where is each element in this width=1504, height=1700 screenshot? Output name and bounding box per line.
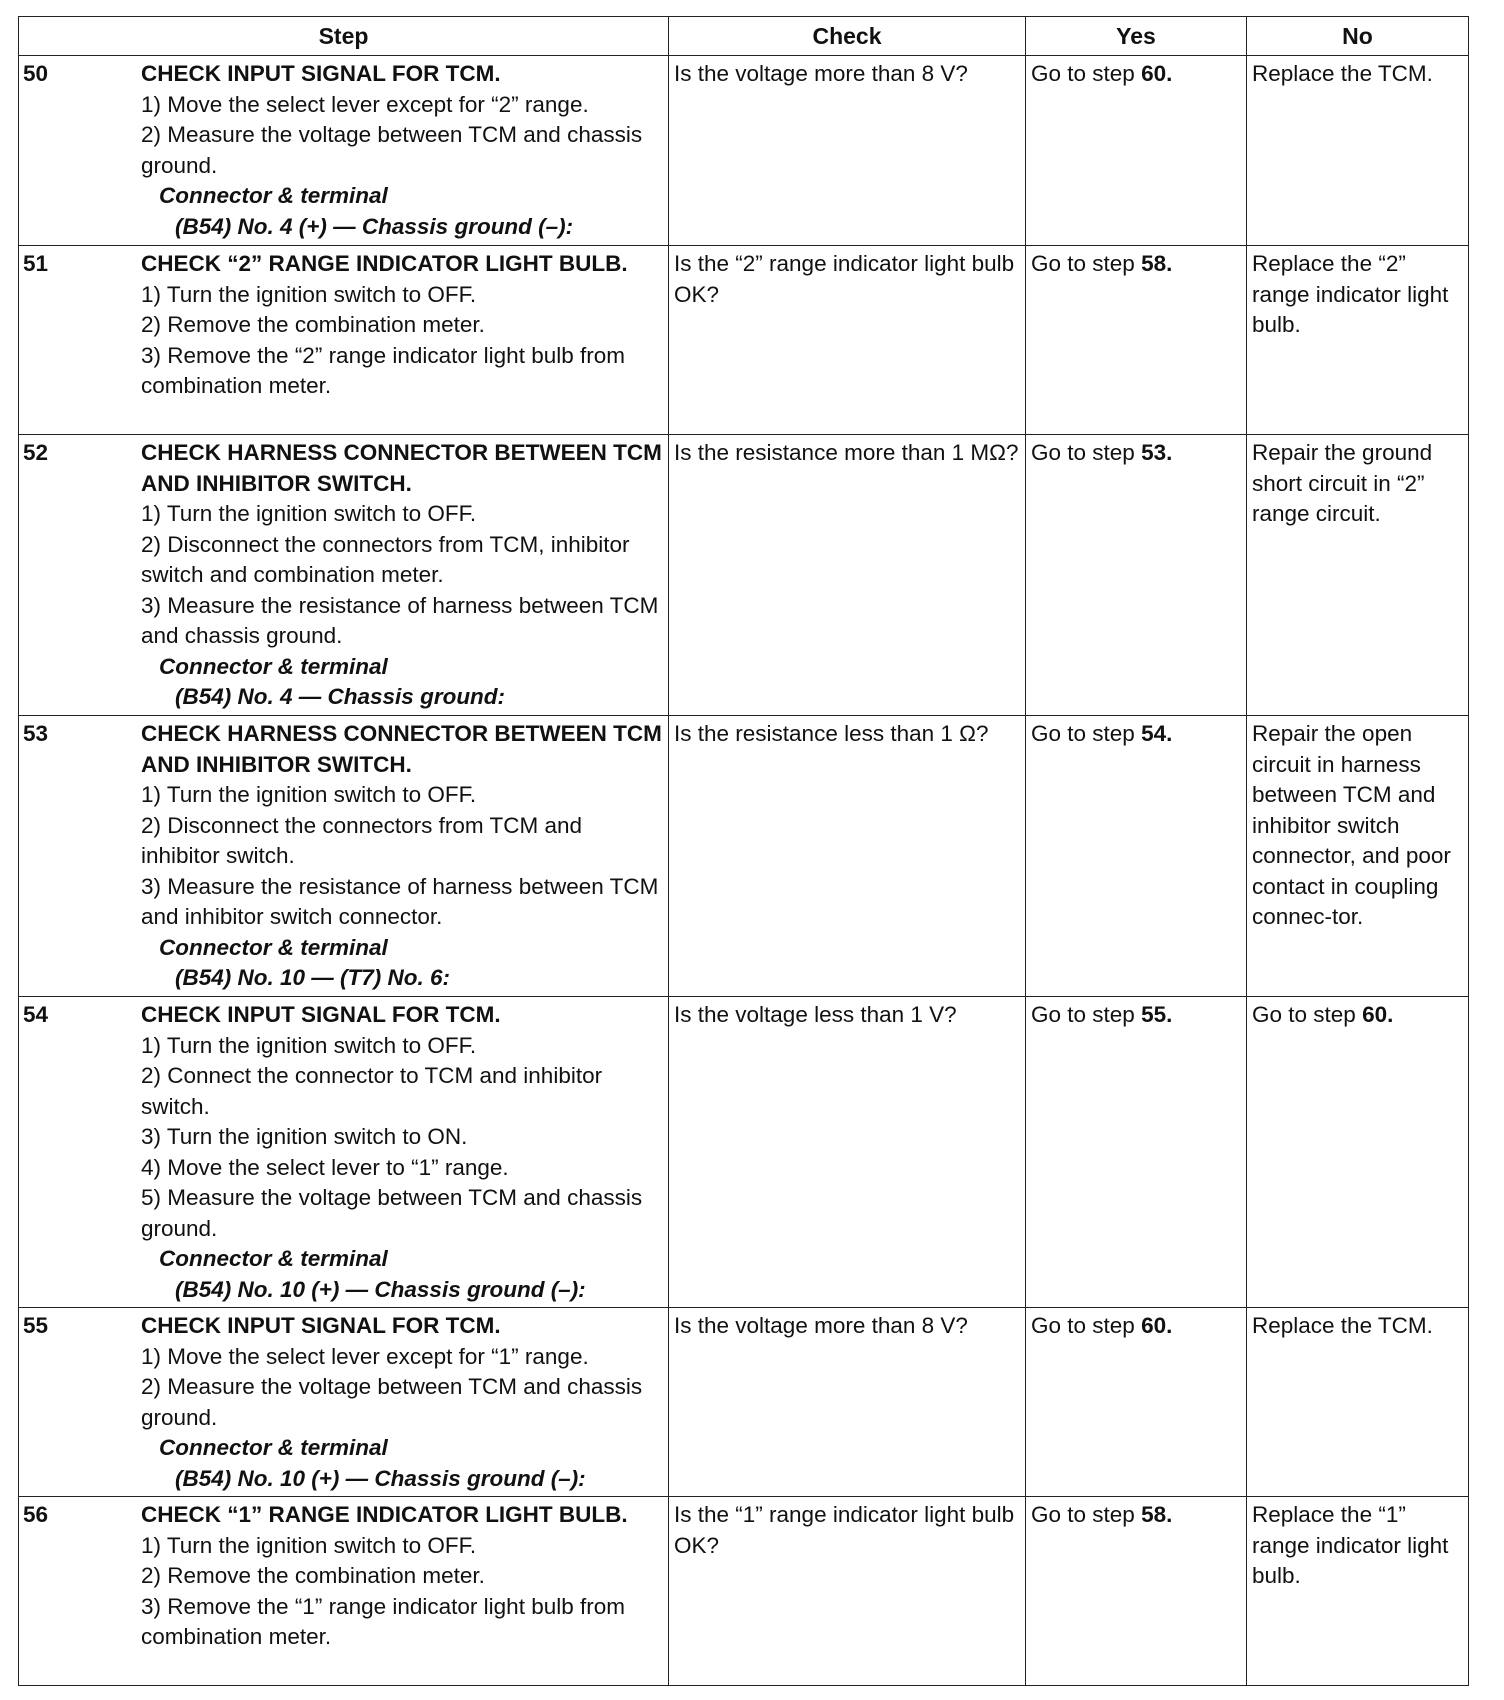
step-title: CHECK HARNESS CONNECTOR BETWEEN TCM AND INHIBITOR SWITCH.: [141, 721, 662, 777]
yes-prefix: Go to step: [1031, 1002, 1142, 1027]
step-cell: [19, 56, 669, 246]
step-instruction: 1) Turn the ignition switch to OFF.: [141, 501, 477, 526]
table-row: [19, 246, 1469, 435]
check-cell: Is the voltage more than 8 V?: [669, 56, 1026, 246]
yes-cell: [1026, 56, 1247, 246]
no-cell: Replace the TCM.: [1247, 1308, 1469, 1497]
table-row: [19, 56, 1469, 246]
step-title: CHECK HARNESS CONNECTOR BETWEEN TCM AND INHIBITOR SWITCH.: [141, 440, 662, 496]
step-instruction: 1) Move the select lever except for “2” range.: [141, 91, 589, 117]
check-cell: Is the voltage more than 8 V?: [669, 1308, 1026, 1497]
step-instruction: 3) Turn the ignition switch to ON.: [141, 1124, 468, 1149]
step-instruction: 3) Measure the resistance of harness between TCM and inhibitor switch connector.: [141, 873, 659, 929]
step-instruction: 3) Remove the “2” range indicator light bulb from combination meter.: [141, 342, 625, 398]
step-cell: [19, 435, 669, 716]
yes-step: 54.: [1141, 721, 1173, 746]
connector-label: Connector & terminal: [159, 653, 388, 679]
yes-prefix: Go to step: [1031, 1502, 1142, 1527]
yes-cell: [1026, 1308, 1247, 1497]
step-cell: [19, 1308, 669, 1497]
yes-cell: [1026, 246, 1247, 435]
yes-cell: [1026, 716, 1247, 997]
connector-label: Connector & terminal: [159, 934, 388, 960]
yes-cell: [1026, 997, 1247, 1308]
step-instruction: 5) Measure the voltage between TCM and chassis ground.: [141, 1185, 643, 1241]
step-number: 55: [23, 1313, 49, 1338]
header-yes: Yes: [1026, 17, 1247, 56]
yes-prefix: Go to step: [1031, 251, 1142, 276]
yes-cell: [1026, 435, 1247, 716]
table-row: [19, 1308, 1469, 1497]
connector-value: (B54) No. 4 (+) — Chassis ground (–):: [175, 213, 574, 239]
connector-label: Connector & terminal: [159, 1246, 388, 1271]
step-title: CHECK INPUT SIGNAL FOR TCM.: [141, 61, 501, 86]
no-cell: Replace the “1” range indicator light bulb.: [1247, 1497, 1469, 1686]
check-cell: Is the “1” range indicator light bulb OK?: [669, 1497, 1026, 1686]
yes-step: 53.: [1141, 440, 1173, 465]
table-row: [19, 1497, 1469, 1686]
no-cell: [1247, 997, 1469, 1308]
yes-step: 58.: [1141, 251, 1173, 276]
step-title: CHECK “1” RANGE INDICATOR LIGHT BULB.: [141, 1502, 628, 1527]
yes-prefix: Go to step: [1031, 1313, 1142, 1338]
table-row: [19, 716, 1469, 997]
step-cell: [19, 997, 669, 1308]
diagnostic-table: [18, 16, 1469, 1686]
check-cell: Is the voltage less than 1 V?: [669, 997, 1026, 1308]
step-instruction: 1) Move the select lever except for “1” range.: [141, 1343, 589, 1369]
step-number: 53: [23, 721, 49, 746]
step-cell: [19, 716, 669, 997]
step-instruction: 2) Remove the combination meter.: [141, 312, 485, 337]
step-instruction: 2) Measure the voltage between TCM and chassis ground.: [141, 122, 643, 178]
table-row: [19, 997, 1469, 1308]
yes-prefix: Go to step: [1031, 721, 1142, 746]
step-number: 51: [23, 251, 49, 276]
header-step: Step: [19, 17, 669, 56]
step-number: 50: [23, 61, 49, 86]
table-row: [19, 435, 1469, 716]
step-title: CHECK “2” RANGE INDICATOR LIGHT BULB.: [141, 251, 628, 276]
no-cell: Repair the open circuit in harness between TCM and inhibitor switch connector, and poor contact in coupling connec-tor.: [1247, 716, 1469, 997]
step-instruction: 1) Turn the ignition switch to OFF.: [141, 281, 477, 307]
no-cell: Replace the “2” range indicator light bulb.: [1247, 246, 1469, 435]
step-number: 56: [23, 1502, 49, 1527]
step-instruction: 4) Move the select lever to “1” range.: [141, 1154, 509, 1180]
step-instruction: 3) Remove the “1” range indicator light bulb from combination meter.: [141, 1593, 625, 1649]
step-instruction: 1) Turn the ignition switch to OFF.: [141, 782, 477, 807]
check-cell: Is the resistance less than 1 Ω?: [669, 716, 1026, 997]
no-cell: Replace the TCM.: [1247, 56, 1469, 246]
no-cell: Repair the ground short circuit in “2” range circuit.: [1247, 435, 1469, 716]
connector-label: Connector & terminal: [159, 1435, 388, 1460]
check-cell: Is the resistance more than 1 MΩ?: [669, 435, 1026, 716]
step-instruction: 2) Disconnect the connectors from TCM and inhibitor switch.: [141, 812, 583, 868]
header-row: [19, 17, 1469, 56]
step-number: 52: [23, 440, 49, 465]
connector-value: (B54) No. 10 — (T7) No. 6:: [175, 965, 451, 990]
step-cell: [19, 1497, 669, 1686]
step-instruction: 2) Measure the voltage between TCM and chassis ground.: [141, 1374, 643, 1430]
yes-prefix: Go to step: [1031, 440, 1142, 465]
step-instruction: 2) Disconnect the connectors from TCM, inhibitor switch and combination meter.: [141, 531, 630, 587]
header-check: Check: [669, 17, 1026, 56]
no-prefix: Go to step: [1252, 1002, 1363, 1027]
step-cell: [19, 246, 669, 435]
step-number: 54: [23, 1002, 49, 1027]
connector-label: Connector & terminal: [159, 183, 388, 208]
yes-prefix: Go to step: [1031, 61, 1142, 86]
step-title: CHECK INPUT SIGNAL FOR TCM.: [141, 1313, 501, 1338]
connector-value: (B54) No. 10 (+) — Chassis ground (–):: [175, 1465, 586, 1491]
step-instruction: 2) Connect the connector to TCM and inhibitor switch.: [141, 1063, 603, 1119]
step-title: CHECK INPUT SIGNAL FOR TCM.: [141, 1002, 501, 1027]
yes-step: 58.: [1141, 1502, 1173, 1527]
header-no: No: [1247, 17, 1469, 56]
yes-step: 60.: [1141, 61, 1173, 86]
yes-step: 60.: [1141, 1313, 1173, 1338]
check-cell: Is the “2” range indicator light bulb OK?: [669, 246, 1026, 435]
step-instruction: 3) Measure the resistance of harness between TCM and chassis ground.: [141, 592, 659, 648]
connector-value: (B54) No. 4 — Chassis ground:: [175, 684, 506, 709]
step-instruction: 1) Turn the ignition switch to OFF.: [141, 1032, 477, 1058]
yes-step: 55.: [1141, 1002, 1173, 1027]
step-instruction: 2) Remove the combination meter.: [141, 1563, 485, 1588]
yes-cell: [1026, 1497, 1247, 1686]
connector-value: (B54) No. 10 (+) — Chassis ground (–):: [175, 1276, 586, 1302]
no-step: 60.: [1362, 1002, 1394, 1027]
step-instruction: 1) Turn the ignition switch to OFF.: [141, 1532, 477, 1558]
